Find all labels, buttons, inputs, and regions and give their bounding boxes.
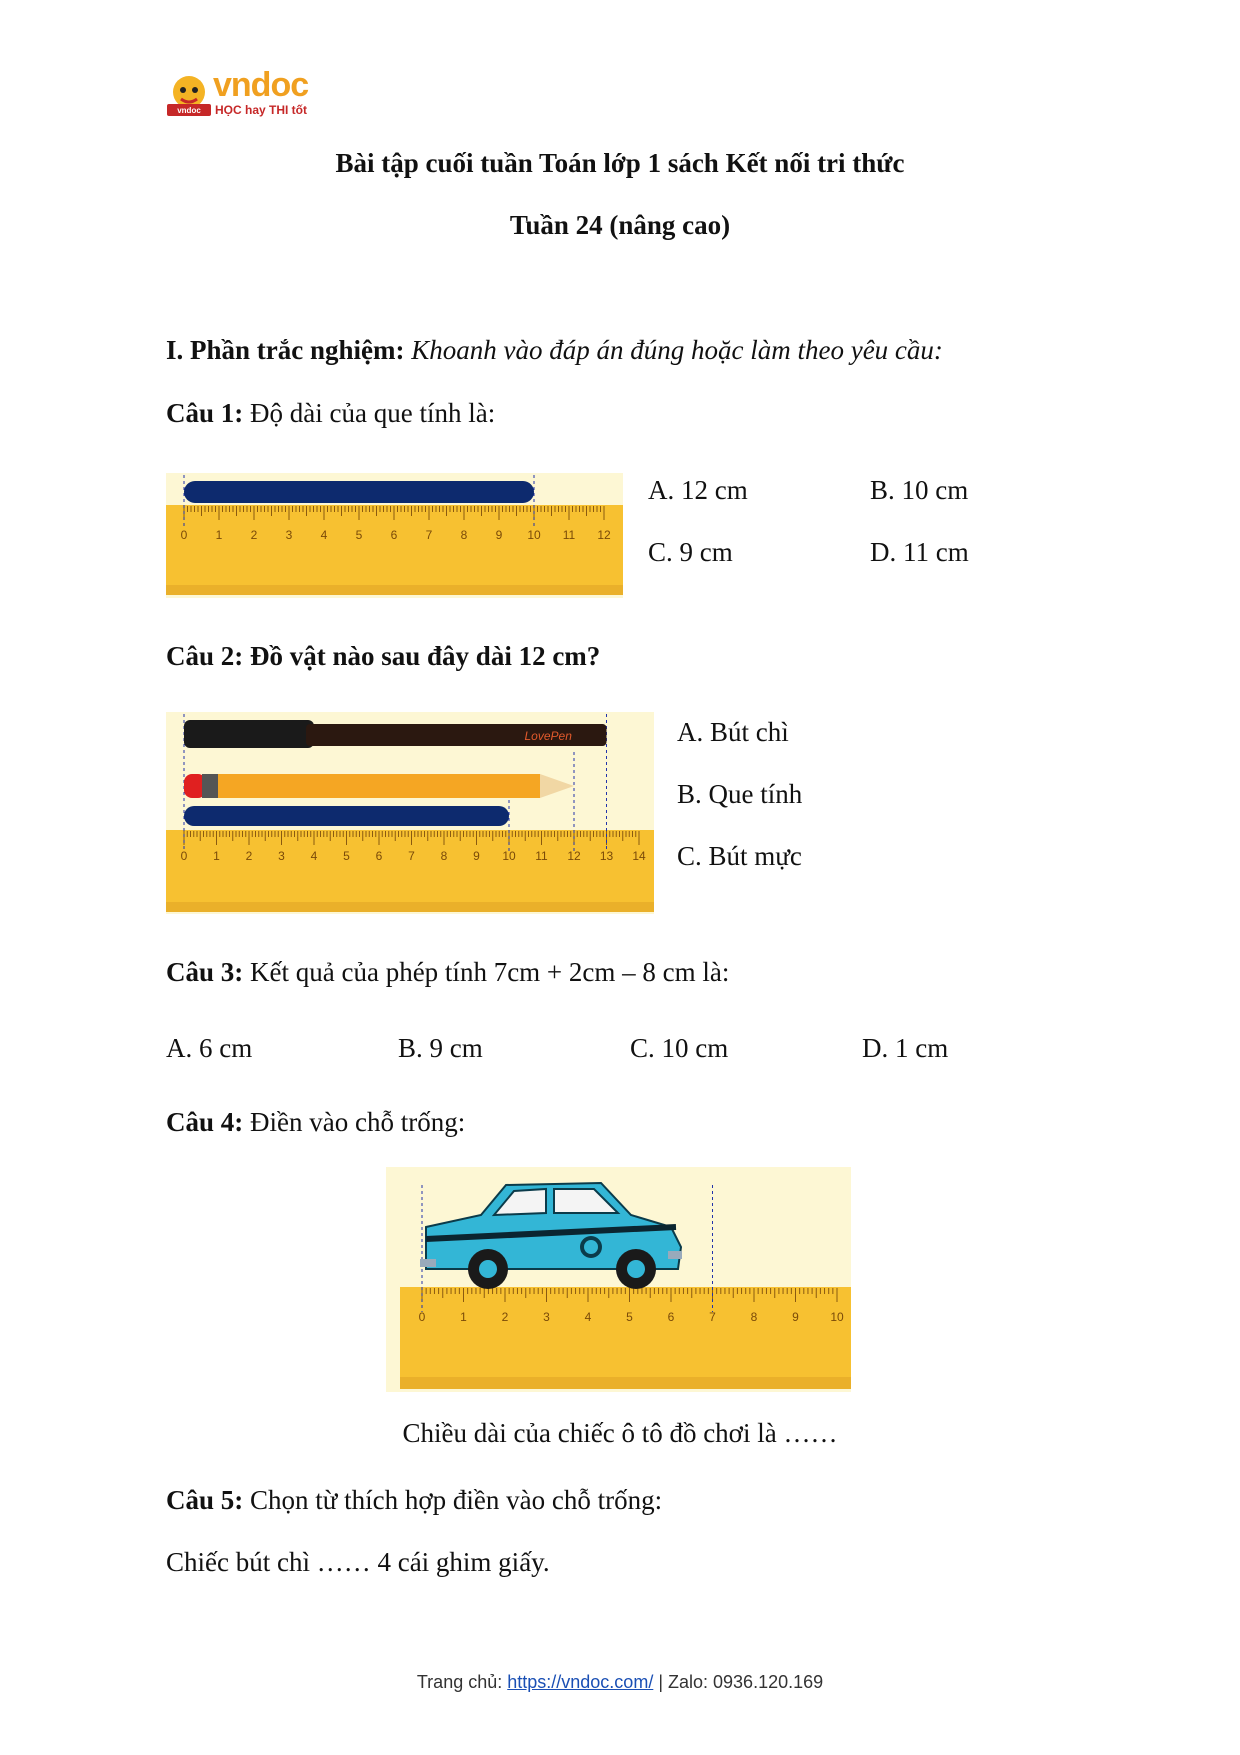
section-instruction: Khoanh vào đáp án đúng hoặc làm theo yêu cầu: [411, 335, 943, 365]
footer [0, 1672, 1240, 1693]
q1-label: Câu 1: [166, 398, 244, 428]
q1-option-c[interactable]: C. 9 cm [648, 537, 733, 567]
q1-option-a[interactable]: A. 12 cm [648, 475, 748, 505]
q3-option-b[interactable]: B. 9 cm [398, 1033, 483, 1063]
q4-tick-label: 0 [418, 1310, 426, 1324]
q2-tick-label: 11 [535, 849, 548, 863]
q3-label: Câu 3: [166, 957, 244, 987]
q1-tick-label: 7 [425, 528, 433, 542]
q4-tick-label: 6 [667, 1310, 675, 1324]
q2-tick-label: 14 [632, 849, 646, 863]
footer-prefix: Trang chủ: [416, 1672, 508, 1692]
q4-caption: Chiều dài của chiếc ô tô đồ chơi là …… [402, 1418, 838, 1448]
q1-tick-label: 8 [460, 528, 468, 542]
q2-tick-label: 12 [567, 849, 581, 863]
q1-option-b[interactable]: B. 10 cm [870, 475, 969, 505]
q1-ruler-figure [166, 473, 623, 598]
q4-ruler [400, 1287, 851, 1389]
q1-text: Độ dài của que tính là: [250, 398, 496, 428]
section-heading [166, 335, 943, 366]
q1-tick-label: 11 [562, 528, 576, 542]
q4-toy-car [420, 1183, 682, 1289]
q4-tick-label: 4 [584, 1310, 592, 1324]
q2-option-b[interactable]: B. Que tính [677, 779, 803, 809]
question-2: Câu 2: Đồ vật nào sau đây dài 12 cm? [166, 641, 601, 671]
q5-sentence: Chiếc bút chì …… 4 cái ghim giấy. [166, 1547, 550, 1577]
q2-ruler [166, 830, 654, 912]
q4-tick-label: 8 [750, 1310, 758, 1324]
q1-tick-label: 12 [597, 528, 611, 542]
q1-stick [184, 481, 534, 503]
q2-tick-label: 0 [180, 849, 188, 863]
q2-tick-label: 7 [408, 849, 415, 863]
q2-tick-label: 3 [278, 849, 285, 863]
q2-stick [184, 806, 509, 826]
q2-tick-label: 8 [440, 849, 448, 863]
footer-suffix: | Zalo: 0936.120.169 [653, 1672, 824, 1692]
q4-tick-label: 5 [626, 1310, 633, 1324]
q1-tick-label: 10 [527, 528, 541, 542]
q1-tick-label: 0 [180, 528, 188, 542]
q2-pen-brand: LovePen [524, 729, 572, 743]
q1-tick-label: 6 [390, 528, 398, 542]
q4-tick-label: 2 [501, 1310, 509, 1324]
q2-ruler-labels [181, 849, 646, 863]
q3-option-a[interactable]: A. 6 cm [166, 1033, 253, 1063]
q4-label: Câu 4: [166, 1107, 244, 1137]
q2-pen [184, 720, 607, 748]
page-subtitle: Tuần 24 (nâng cao) [509, 210, 731, 240]
q2-tick-label: 5 [343, 849, 350, 863]
q2-tick-label: 1 [213, 849, 220, 863]
q3-text: Kết quả của phép tính 7cm + 2cm – 8 cm là: [250, 957, 730, 987]
q4-text: Điền vào chỗ trống: [250, 1107, 466, 1137]
q4-tick-label: 1 [460, 1310, 467, 1324]
logo-tagline: HỌC hay THI tốt [215, 103, 307, 117]
q5-label: Câu 5: [166, 1485, 244, 1515]
q1-tick-label: 9 [495, 528, 503, 542]
q2-option-a[interactable]: A. Bút chì [677, 717, 789, 747]
q4-tick-label: 9 [792, 1310, 799, 1324]
q3-option-c[interactable]: C. 10 cm [630, 1033, 729, 1063]
q2-option-c[interactable]: C. Bút mực [677, 841, 802, 871]
logo-mascot-icon [165, 72, 215, 122]
vndoc-logo [165, 68, 325, 124]
q4-ruler-figure [386, 1167, 851, 1392]
question-1 [166, 398, 495, 429]
q3-option-d[interactable]: D. 1 cm [862, 1033, 949, 1063]
footer-link[interactable]: https://vndoc.com/ [507, 1672, 654, 1692]
q2-tick-label: 6 [375, 849, 383, 863]
logo-brand: vndoc [213, 66, 309, 104]
q1-tick-label: 3 [285, 528, 293, 542]
q5-text: Chọn từ thích hợp điền vào chỗ trống: [250, 1485, 663, 1515]
question-4 [166, 1107, 465, 1138]
question-5 [166, 1485, 662, 1516]
q4-tick-label: 7 [709, 1310, 716, 1324]
q1-tick-label: 1 [215, 528, 223, 542]
q2-pencil [184, 774, 574, 798]
q1-tick-label: 5 [355, 528, 363, 542]
q2-ruler-figure [166, 712, 654, 914]
q1-option-d[interactable]: D. 11 cm [870, 537, 969, 567]
question-3 [166, 957, 729, 988]
q4-tick-label: 3 [543, 1310, 550, 1324]
section-label: I. Phần trắc nghiệm: [166, 335, 405, 365]
q2-tick-label: 4 [310, 849, 318, 863]
q4-tick-label: 10 [830, 1310, 844, 1324]
page-title: Bài tập cuối tuần Toán lớp 1 sách Kết nối tri thức [335, 148, 905, 178]
q1-tick-label: 4 [320, 528, 328, 542]
q2-tick-label: 2 [245, 849, 253, 863]
svg-text:vndoc: vndoc [177, 106, 201, 115]
q2-tick-label: 13 [599, 849, 614, 863]
q1-tick-label: 2 [250, 528, 258, 542]
q2-tick-label: 9 [473, 849, 480, 863]
q2-tick-label: 10 [502, 849, 516, 863]
